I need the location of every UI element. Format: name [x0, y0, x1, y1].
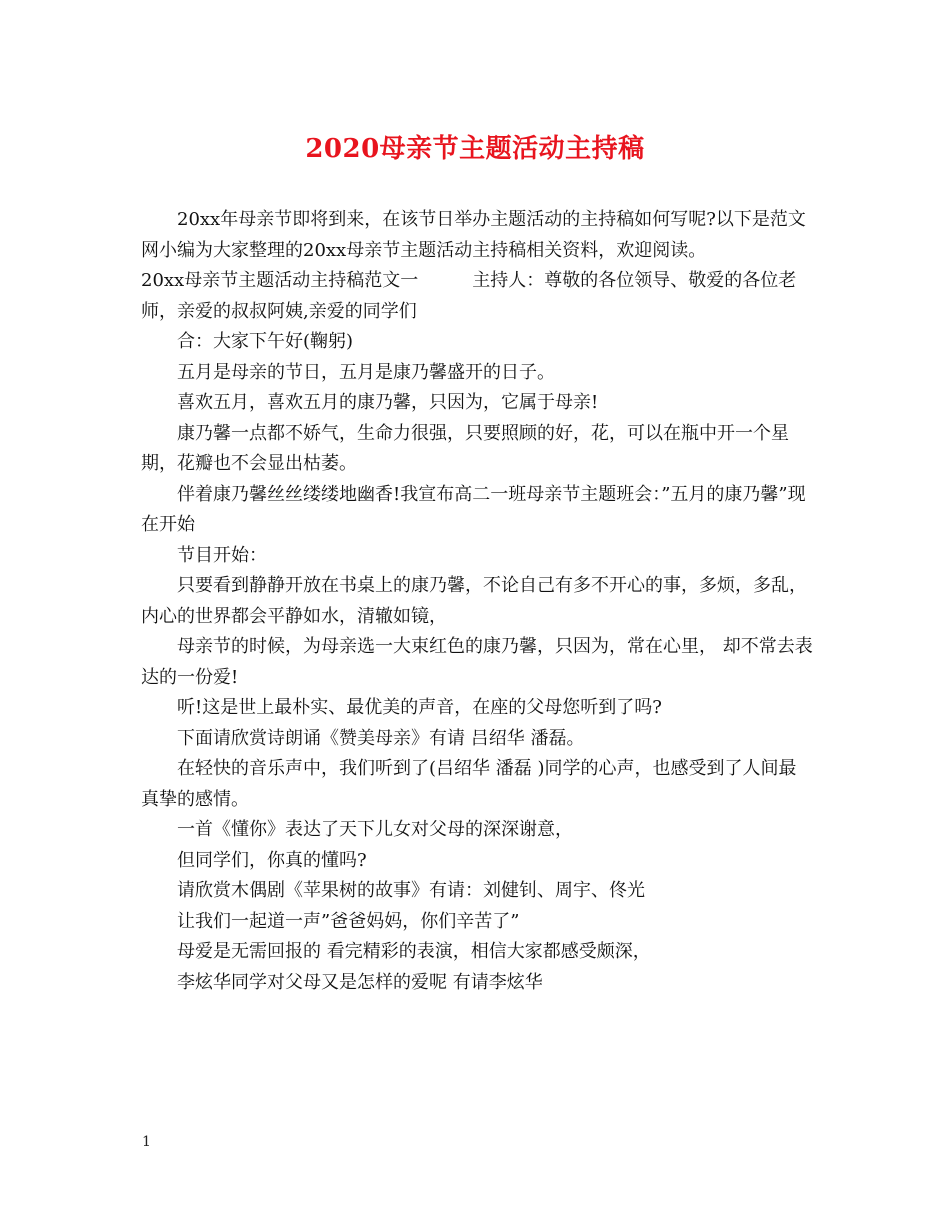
sample-label: 20xx母亲节主题活动主持稿范文一 [141, 270, 419, 291]
document-body [141, 205, 813, 998]
paragraph: 下面请欣赏诗朗诵《赞美母亲》有请 吕绍华 潘磊。 [177, 727, 585, 749]
paragraph: 伴着康乃馨丝丝缕缕地幽香!我宣布高二一班母亲节主题班会：”五月的康乃馨”现在开始 [141, 483, 806, 535]
page-number: 1 [142, 1134, 151, 1150]
paragraph: 一首《懂你》表达了天下儿女对父母的深深谢意， [177, 819, 573, 840]
paragraph: 听!这是世上最朴实、最优美的声音，在座的父母您听到了吗? [177, 697, 662, 718]
paragraph: 喜欢五月，喜欢五月的康乃馨，只因为，它属于母亲! [177, 392, 599, 413]
paragraph: 让我们一起道一声”爸爸妈妈，你们辛苦了” [177, 910, 520, 932]
paragraph: 请欣赏木偶剧《苹果树的故事》有请：刘健钊、周宇、佟光 [177, 880, 645, 901]
paragraph: 母爱是无需回报的 看完精彩的表演，相信大家都感受颇深， [177, 941, 651, 962]
paragraph: 但同学们，你真的懂吗? [177, 849, 367, 871]
host-greeting: 主持人：尊敬的各位领导、敬爱的各位老师，亲爱的叔叔阿姨,亲爱的同学们 [141, 270, 797, 322]
paragraph: 在轻快的音乐声中，我们听到了(吕绍华 潘磊 )同学的心声，也感受到了人间最真挚的感情。 [141, 758, 797, 810]
paragraph-intro: 20xx年母亲节即将到来，在该节日举办主题活动的主持稿如何写呢?以下是范文网小编为大家整理的20xx母亲节主题活动主持稿相关资料，欢迎阅读。 [141, 209, 806, 261]
paragraph: 李炫华同学对父母又是怎样的爱呢 有请李炫华 [177, 971, 543, 993]
paragraph: 只要看到静静开放在书桌上的康乃馨，不论自己有多不开心的事，多烦，多乱，内心的世界都会平静如水，清辙如镜， [141, 575, 807, 627]
paragraph: 五月是母亲的节日，五月是康乃馨盛开的日子。 [177, 361, 555, 383]
paragraph-sample-heading [141, 266, 813, 327]
paragraph: 康乃馨一点都不娇气，生命力很强，只要照顾的好，花，可以在瓶中开一个星期，花瓣也不会显出枯萎。 [141, 422, 789, 474]
document-title: 2020母亲节主题活动主持稿 [305, 134, 645, 164]
paragraph: 母亲节的时候，为母亲选一大束红色的康乃馨，只因为，常在心里， 却不常去表达的一份爱! [141, 636, 813, 688]
paragraph: 合：大家下午好(鞠躬) [177, 331, 354, 352]
paragraph: 节目开始： [177, 544, 267, 566]
